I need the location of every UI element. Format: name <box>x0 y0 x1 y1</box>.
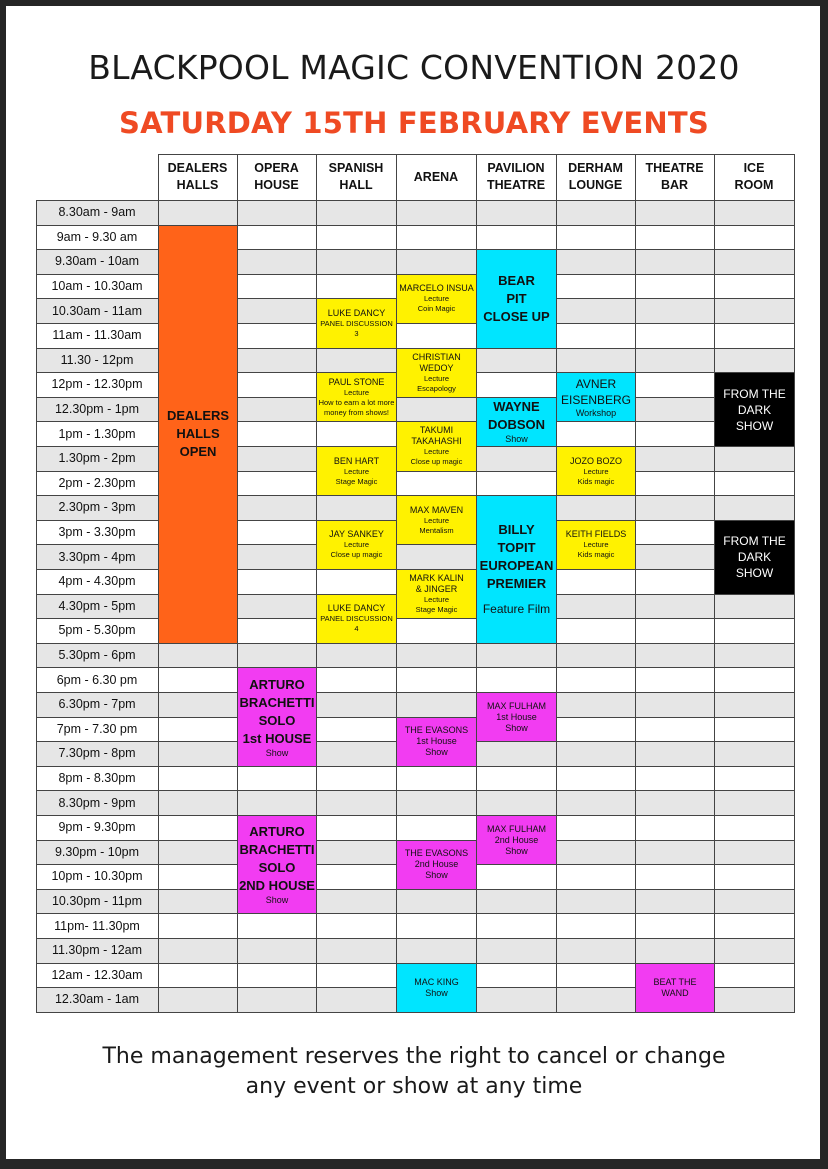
event-evasons2[interactable] <box>396 840 477 890</box>
time-slot-label: 9pm - 9.30pm <box>58 820 136 835</box>
event-text: Mentalism <box>419 525 454 535</box>
time-slot-label: 10.30am - 11am <box>51 303 143 318</box>
grid-line <box>36 225 795 226</box>
time-slot-label: 11am - 11.30am <box>52 328 142 343</box>
column-header: ARENA <box>413 169 459 184</box>
event-text: Close up magic <box>330 550 383 560</box>
event-text: Show <box>505 434 528 445</box>
time-slot-label: 3pm - 3.30pm <box>58 525 136 540</box>
page-subtitle: SATURDAY 15TH FEBRUARY EVENTS <box>119 106 709 140</box>
event-luke2[interactable] <box>316 594 397 644</box>
event-text: FROM THE <box>723 534 786 549</box>
event-luke1[interactable] <box>316 298 397 348</box>
event-text: Show <box>505 845 528 856</box>
event-text: MARCELO INSUA <box>399 283 474 294</box>
event-text: TOPIT <box>497 540 536 556</box>
event-text: Lecture <box>423 294 450 304</box>
event-text: DOBSON <box>487 417 546 433</box>
column-header: PAVILION THEATRE <box>486 161 546 192</box>
event-maven[interactable] <box>396 495 477 545</box>
event-text: PREMIER <box>486 576 547 592</box>
grid-line <box>36 200 795 201</box>
event-text: Stage Magic <box>335 476 378 486</box>
event-takumi[interactable] <box>396 421 477 471</box>
event-jozo[interactable] <box>556 446 636 496</box>
event-text: & JINGER <box>415 584 458 595</box>
time-slot-label: 8.30am - 9am <box>58 205 136 220</box>
time-slot-label: 11.30pm - 12am <box>51 943 143 958</box>
event-text: 3 <box>354 328 359 338</box>
column-header: DERHAM LOUNGE <box>568 161 623 192</box>
time-slot-label: 6.30pm - 7pm <box>58 697 136 712</box>
time-slot-label: 5pm - 5.30pm <box>58 623 136 638</box>
grid-line <box>36 667 795 668</box>
event-text: SHOW <box>735 418 774 433</box>
event-text: HALLS <box>176 426 220 442</box>
event-text: EUROPEAN <box>479 558 554 574</box>
event-text: SOLO <box>258 860 296 876</box>
grid-line <box>36 200 37 1013</box>
time-slot-label: 9.30am - 10am <box>54 254 140 269</box>
time-slot-label: 7.30pm - 8pm <box>58 746 136 761</box>
event-evasons1[interactable] <box>396 717 477 767</box>
event-marcelo[interactable] <box>396 274 477 324</box>
time-slot-label: 11pm- 11.30pm <box>54 918 140 933</box>
grid-line <box>635 154 636 1013</box>
time-slot-label: 4.30pm - 5pm <box>58 598 136 613</box>
page-title: BLACKPOOL MAGIC CONVENTION 2020 <box>88 48 740 87</box>
time-slot-label: 3.30pm - 4pm <box>58 549 136 564</box>
time-slot-label: 2.30pm - 3pm <box>58 500 136 515</box>
time-slot-label: 10am - 10.30am <box>51 279 143 294</box>
column-header: OPERA HOUSE <box>254 161 299 192</box>
event-text: Lecture <box>423 447 450 457</box>
column-header: ICE ROOM <box>734 161 774 192</box>
grid-line <box>36 692 795 693</box>
event-text: Lecture <box>583 466 609 476</box>
footer-line-2: any event or show at any time <box>245 1074 583 1099</box>
event-text: LUKE DANCY <box>327 603 386 614</box>
event-dealers[interactable] <box>158 225 238 644</box>
event-text: 1st House <box>496 711 537 722</box>
event-arturo2[interactable] <box>237 815 317 914</box>
event-text: AVNER <box>575 376 617 391</box>
event-text: 4 <box>354 624 359 634</box>
event-text: JOZO BOZO <box>569 455 622 466</box>
time-slot-label: 12.30pm - 1pm <box>54 402 140 417</box>
event-text: Feature Film <box>482 602 551 617</box>
event-text: Lecture <box>423 595 450 605</box>
event-paul[interactable] <box>316 372 397 422</box>
event-text: WAYNE <box>493 399 540 415</box>
event-text: Lecture <box>343 540 370 550</box>
event-text: MAX FULHAM <box>486 823 546 834</box>
event-text: 2nd House <box>494 834 539 845</box>
event-text: Show <box>425 870 448 881</box>
event-text: TAKAHASHI <box>411 436 462 447</box>
event-text: 1st HOUSE <box>242 730 312 746</box>
time-slot-label: 1pm - 1.30pm <box>58 426 136 441</box>
event-text: Stage Magic <box>415 605 458 615</box>
grid-line <box>36 249 795 250</box>
event-text: WEDOY <box>419 362 454 373</box>
event-text: FROM THE <box>723 386 786 401</box>
event-beat[interactable] <box>635 963 715 1013</box>
event-text: ARTURO <box>249 676 305 692</box>
event-avner[interactable] <box>556 372 636 422</box>
event-text: Coin Magic <box>417 304 456 314</box>
event-text: THE EVASONS <box>404 848 469 859</box>
event-kalin[interactable] <box>396 569 477 619</box>
event-dark1[interactable] <box>714 372 795 447</box>
event-text: money from shows! <box>323 407 390 417</box>
event-fulham1[interactable] <box>476 692 557 742</box>
event-text: MAC KING <box>414 976 459 987</box>
time-slot-label: 7pm - 7.30 pm <box>56 721 138 736</box>
event-text: PIT <box>506 290 527 306</box>
event-text: Close up magic <box>410 457 463 467</box>
event-text: DEALERS <box>166 408 230 424</box>
event-text: Lecture <box>343 466 370 476</box>
event-text: How to earn a lot more <box>318 397 395 407</box>
event-text: PANEL DISCUSSION <box>320 614 393 624</box>
time-slot-label: 6pm - 6.30 pm <box>56 672 138 687</box>
event-text: THE EVASONS <box>404 725 469 736</box>
time-slot-label: 1.30pm - 2pm <box>58 451 136 466</box>
event-text: Escapology <box>417 383 456 393</box>
time-slot-label: 12am - 12.30am <box>51 967 143 982</box>
event-text: Kids magic <box>577 550 615 560</box>
event-text: CLOSE UP <box>483 308 550 324</box>
event-fulham2[interactable] <box>476 815 557 865</box>
event-text: SOLO <box>258 712 296 728</box>
event-text: Show <box>265 895 289 906</box>
grid-line <box>36 790 795 791</box>
event-arturo1[interactable] <box>237 667 317 766</box>
event-text: BEAR <box>498 272 535 288</box>
column-header: THEATRE BAR <box>645 161 704 192</box>
time-slot-label: 11.30 - 12pm <box>60 352 134 367</box>
event-text: 1st House <box>416 736 457 747</box>
event-christian[interactable] <box>396 348 477 398</box>
grid-line <box>36 815 795 816</box>
column-header: SPANISH HALL <box>328 161 384 192</box>
event-text: KEITH FIELDS <box>565 529 627 540</box>
time-slot-label: 5.30pm - 6pm <box>58 648 136 663</box>
event-billy[interactable] <box>476 495 557 644</box>
event-dark2[interactable] <box>714 520 795 595</box>
time-slot-label: 9am - 9.30 am <box>56 229 138 244</box>
footer-line-1: The management reserves the right to cancel or change <box>102 1044 726 1069</box>
event-text: Lecture <box>343 387 370 397</box>
time-slot-label: 12pm - 12.30pm <box>51 377 143 392</box>
event-text: DARK <box>737 550 772 565</box>
event-text: BRACHETTI <box>239 842 315 858</box>
event-text: BEAT THE <box>653 976 697 987</box>
event-text: Show <box>425 987 448 998</box>
event-text: Show <box>265 747 289 758</box>
time-slot-label: 9.30pm - 10pm <box>54 844 140 859</box>
event-text: SHOW <box>735 566 774 581</box>
event-text: JAY SANKEY <box>329 529 384 540</box>
event-text: LUKE DANCY <box>327 307 386 318</box>
time-slot-label: 10pm - 10.30pm <box>51 869 143 884</box>
event-text: CHRISTIAN <box>412 351 461 362</box>
time-slot-label: 10.30pm - 11pm <box>51 894 143 909</box>
event-text: MAX FULHAM <box>486 700 546 711</box>
event-text: TAKUMI <box>419 425 454 436</box>
grid-line <box>36 643 795 644</box>
event-bear[interactable] <box>476 249 557 348</box>
event-text: 2nd House <box>414 859 459 870</box>
time-slot-label: 12.30am - 1am <box>54 992 140 1007</box>
event-text: Show <box>505 722 528 733</box>
event-text: OPEN <box>179 444 217 460</box>
event-text: Workshop <box>575 407 617 418</box>
time-slot-label: 8pm - 8.30pm <box>58 771 136 786</box>
event-text: BRACHETTI <box>239 694 315 710</box>
event-text: Kids magic <box>577 476 615 486</box>
event-text: Lecture <box>583 540 609 550</box>
event-text: MARK KALIN <box>409 573 464 584</box>
event-text: PANEL DISCUSSION <box>320 318 393 328</box>
event-macking[interactable] <box>396 963 477 1013</box>
event-text: Lecture <box>423 373 450 383</box>
grid-line <box>36 938 795 939</box>
time-slot-label: 8.30pm - 9pm <box>58 795 136 810</box>
event-jay[interactable] <box>316 520 397 570</box>
event-text: 2ND HOUSE <box>239 878 315 894</box>
event-text: EISENBERG <box>560 392 632 407</box>
event-wayne[interactable] <box>476 397 557 447</box>
event-benhart[interactable] <box>316 446 397 496</box>
event-text: MAX MAVEN <box>409 504 464 515</box>
event-text: PAUL STONE <box>328 376 385 387</box>
event-text: DARK <box>737 402 772 417</box>
event-text: Lecture <box>423 515 450 525</box>
event-text: BEN HART <box>333 455 380 466</box>
event-text: ARTURO <box>249 824 305 840</box>
event-keith[interactable] <box>556 520 636 570</box>
event-text: WAND <box>661 987 689 998</box>
time-slot-label: 2pm - 2.30pm <box>58 475 136 490</box>
event-text: Show <box>425 747 448 758</box>
column-header: DEALERS HALLS <box>167 161 228 192</box>
event-text: BILLY <box>498 522 535 538</box>
grid-line <box>36 913 795 914</box>
time-slot-label: 4pm - 4.30pm <box>58 574 136 589</box>
